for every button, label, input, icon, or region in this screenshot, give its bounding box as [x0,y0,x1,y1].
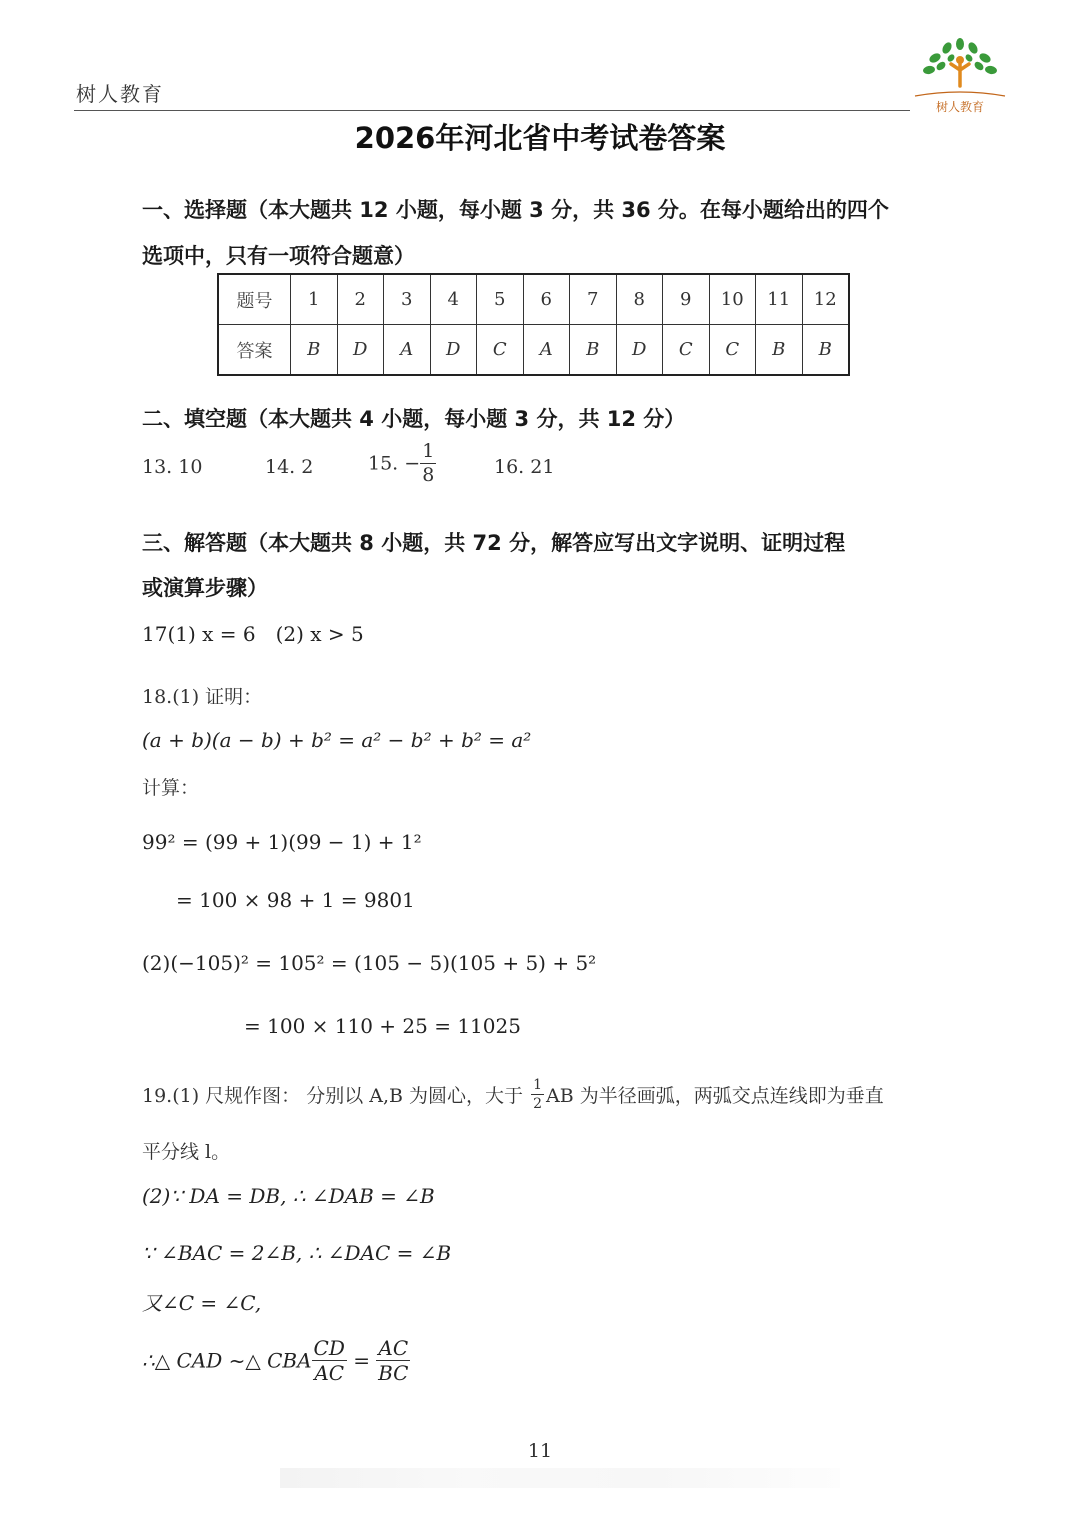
q19-part2-line1: (2)∵ DA = DB, ∴ ∠DAB = ∠B [142,1184,435,1208]
answer-letter: C [663,325,710,376]
q18-calc-line1: 99² = (99 + 1)(99 − 1) + 1² [142,830,422,854]
question-number: 4 [430,274,477,325]
q18-intro: 18.(1) 证明： [142,686,263,708]
q18-part2-line1: (2)(−105)² = 105² = (105 − 5)(105 + 5) + 5² [142,951,597,975]
section3-heading-line2: 或演算步骤） [142,576,268,600]
fraction-denominator: 2 [533,1096,542,1112]
question-number: 1 [291,274,338,325]
answer-table-number-row [218,274,849,325]
page-number: 11 [527,1440,553,1462]
answer-16: 16. 21 [494,456,555,478]
logo-caption: 树人教育 [935,100,984,114]
fraction-denominator: AC [314,1361,345,1385]
answer-15 [368,442,436,485]
question-number: 12 [802,274,849,325]
question-number: 3 [384,274,431,325]
q18-calc-label: 计算： [142,777,200,799]
row-label-number: 题号 [218,274,291,325]
similarity-statement: ∴△ CAD ~△ CBA [142,1348,312,1373]
q19-line1-end: AB 为半径画弧，两弧交点连线即为垂直 [545,1085,884,1107]
fraction-denominator: BC [378,1361,409,1385]
q17-answer: 17(1) x = 6 (2) x > 5 [142,622,364,646]
question-number: 9 [663,274,710,325]
fraction-numerator: AC [378,1336,409,1360]
fraction-denominator: 8 [422,464,435,486]
brand-name: 树人教育 [76,82,164,106]
q19-line1-start: 19.(1) 尺规作图： 分别以 A,B 为圆心，大于 [142,1085,524,1107]
fraction-numerator: 1 [533,1077,542,1093]
section1-heading-line2: 选项中，只有一项符合题意） [142,244,415,268]
answer-letter: C [709,325,756,376]
q19-half-fraction [531,1078,544,1111]
answer-letter: B [756,325,803,376]
equals-sign: = [353,1348,371,1373]
question-number: 10 [709,274,756,325]
question-number: 5 [477,274,524,325]
answer-table [217,273,850,376]
q18-proof: (a + b)(a − b) + b² = a² − b² + b² = a² [142,728,532,752]
section3-heading-line1: 三、解答题（本大题共 8 小题，共 72 分，解答应写出文字说明、证明过程 [142,531,846,555]
q19-line1 [142,1078,884,1111]
question-number: 8 [616,274,663,325]
answer-letter: B [802,325,849,376]
answer-15-prefix: 15. − [368,452,421,475]
answer-table-answer-row [218,325,849,376]
answer-15-fraction [420,442,436,485]
ratio-fraction-2 [376,1338,410,1383]
row-label-answer: 答案 [218,325,291,376]
answer-14: 14. 2 [265,456,314,478]
q18-calc-line2: = 100 × 98 + 1 = 9801 [176,888,415,912]
fraction-numerator: CD [313,1336,345,1360]
question-number: 11 [756,274,803,325]
q18-part2-line2: = 100 × 110 + 25 = 11025 [244,1014,521,1038]
tree-logo [905,36,1015,122]
ratio-fraction-1 [312,1338,347,1383]
answer-letter: D [430,325,477,376]
header-divider [74,110,910,111]
answer-letter: D [616,325,663,376]
q19-part2-line3: 又∠C = ∠C, [142,1291,262,1315]
answer-letter: C [477,325,524,376]
answer-letter: B [570,325,617,376]
faded-watermark [280,1468,840,1488]
answer-letter: D [337,325,384,376]
question-number: 6 [523,274,570,325]
page-title: 2026年河北省中考试卷答案 [354,121,726,155]
section2-heading: 二、填空题（本大题共 4 小题，每小题 3 分，共 12 分） [142,407,686,431]
answer-letter: A [384,325,431,376]
q19-line2: 平分线 l。 [142,1141,231,1163]
section1-heading-line1: 一、选择题（本大题共 12 小题，每小题 3 分，共 36 分。在每小题给出的四个 [142,198,889,222]
answer-letter: A [523,325,570,376]
fraction-numerator: 1 [422,440,435,462]
answer-letter: B [291,325,338,376]
q19-part2-line2: ∵ ∠BAC = 2∠B, ∴ ∠DAC = ∠B [142,1241,452,1265]
question-number: 7 [570,274,617,325]
q19-part2-line4 [142,1338,410,1383]
answer-13: 13. 10 [142,456,203,478]
question-number: 2 [337,274,384,325]
